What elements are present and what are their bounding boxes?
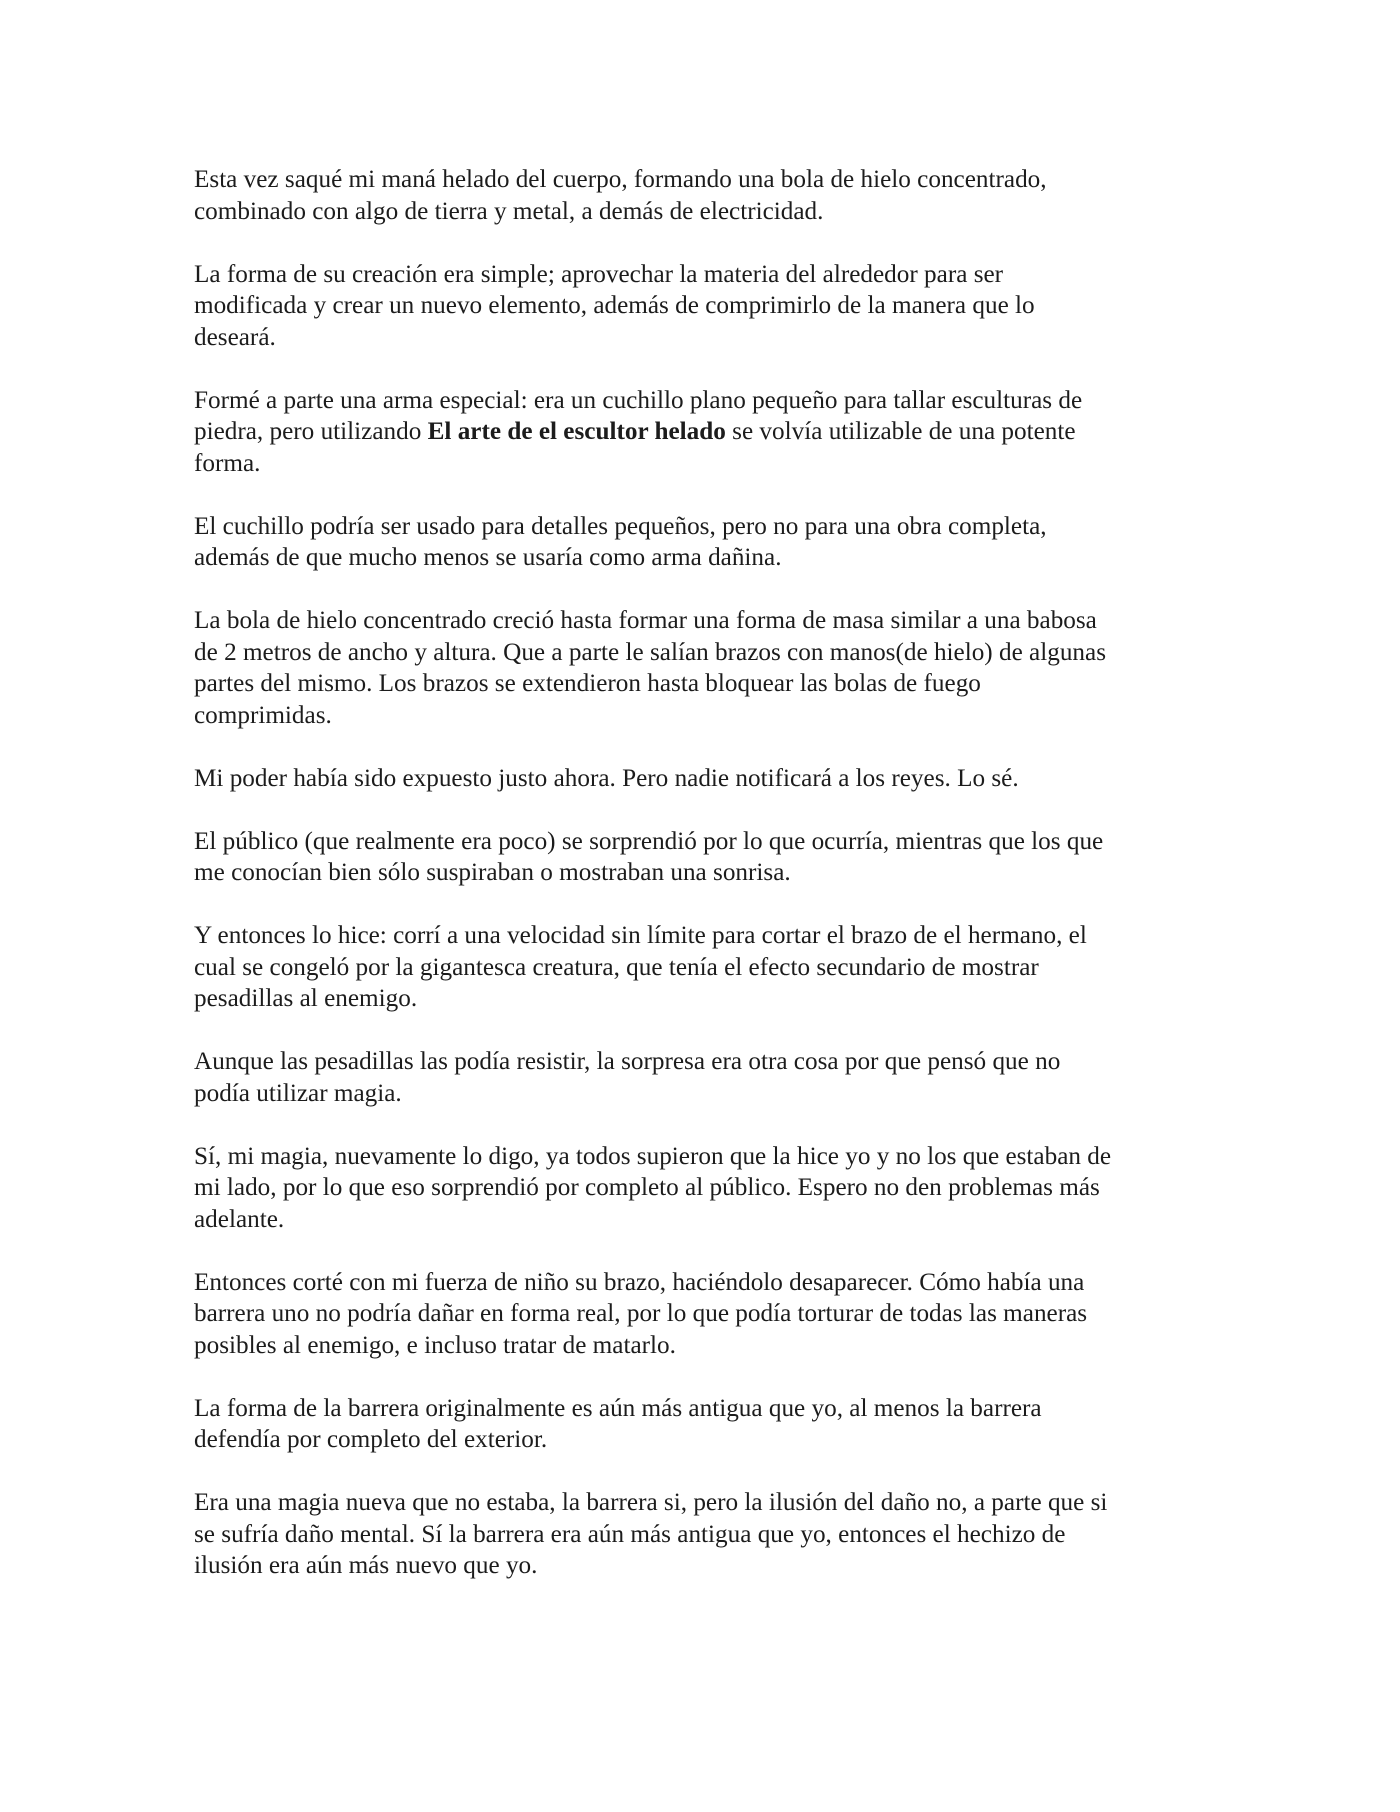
text-line: comprimidas. bbox=[194, 701, 332, 729]
paragraph-1 bbox=[194, 164, 1214, 227]
text-line: modificada y crear un nuevo elemento, además de comprimirlo de la manera que lo bbox=[194, 292, 1035, 319]
text-run: se volvía utilizable de una potente bbox=[725, 418, 1076, 445]
text-line: La forma de su creación era simple; aprovechar la materia del alrededor para ser bbox=[194, 260, 1004, 288]
text-line: El público (que realmente era poco) se sorprendió por lo que ocurría, mientras que los que bbox=[194, 827, 1104, 855]
text-line: La forma de la barrera originalmente es aún más antigua que yo, al menos la barrera bbox=[194, 1394, 1042, 1422]
paragraph-10 bbox=[194, 1141, 1214, 1236]
text-line: deseará. bbox=[194, 323, 276, 351]
text-line: de 2 metros de ancho y altura. Que a parte le salían brazos con manos(de hielo) de algunas bbox=[194, 638, 1107, 666]
paragraph-13 bbox=[194, 1487, 1214, 1582]
paragraph-5 bbox=[194, 605, 1214, 731]
text-line: barrera uno no podría dañar en forma real, por lo que podía torturar de todas las maneras bbox=[194, 1300, 1088, 1327]
text-line: me conocían bien sólo suspiraban o mostraban una sonrisa. bbox=[194, 859, 791, 886]
paragraph-6 bbox=[194, 763, 1214, 795]
text-line: ilusión era aún más nuevo que yo. bbox=[194, 1552, 538, 1579]
text-line: combinado con algo de tierra y metal, a demás de electricidad. bbox=[194, 197, 824, 225]
text-line: Sí, mi magia, nuevamente lo digo, ya todos supieron que la hice yo y no los que estaban de bbox=[194, 1142, 1112, 1170]
text-line: pesadillas al enemigo. bbox=[194, 985, 418, 1012]
paragraph-3 bbox=[194, 385, 1214, 480]
text-line: podía utilizar magia. bbox=[194, 1079, 402, 1107]
text-line: La bola de hielo concentrado creció hasta formar una forma de masa similar a una babosa bbox=[194, 607, 1097, 634]
text-line-with-bold bbox=[194, 416, 1214, 448]
text-line: defendía por completo del exterior. bbox=[194, 1426, 548, 1453]
paragraph-8 bbox=[194, 920, 1214, 1015]
paragraph-4 bbox=[194, 511, 1214, 574]
text-line: partes del mismo. Los brazos se extendieron hasta bloquear las bolas de fuego bbox=[194, 670, 981, 697]
text-line: Mi poder había sido expuesto justo ahora. Pero nadie notificará a los reyes. Lo sé. bbox=[194, 764, 1019, 792]
text-line: Y entonces lo hice: corrí a una velocidad sin límite para cortar el brazo de el hermano, el bbox=[194, 922, 1087, 949]
text-line: El cuchillo podría ser usado para detalles pequeños, pero no para una obra completa, bbox=[194, 512, 1047, 540]
text-line: Entonces corté con mi fuerza de niño su brazo, haciéndolo desaparecer. Cómo había una bbox=[194, 1268, 1085, 1296]
text-line: cual se congeló por la gigantesca creatura, que tenía el efecto secundario de mostrar bbox=[194, 953, 1039, 981]
text-line: Era una magia nueva que no estaba, la barrera si, pero la ilusión del daño no, a parte que si bbox=[194, 1489, 1108, 1516]
paragraph-9 bbox=[194, 1046, 1214, 1109]
text-line: Aunque las pesadillas las podía resistir, la sorpresa era otra cosa por que pensó que no bbox=[194, 1048, 1061, 1075]
text-line: Esta vez saqué mi maná helado del cuerpo, formando una bola de hielo concentrado, bbox=[194, 166, 1047, 193]
paragraph-11 bbox=[194, 1267, 1214, 1362]
text-line: mi lado, por lo que eso sorprendió por completo al público. Espero no den problemas más bbox=[194, 1174, 1100, 1201]
paragraph-2 bbox=[194, 259, 1214, 354]
text-run: piedra, pero utilizando bbox=[194, 418, 428, 445]
text-line: se sufría daño mental. Sí la barrera era aún más antigua que yo, entonces el hechizo de bbox=[194, 1520, 1066, 1548]
text-line: además de que mucho menos se usaría como arma dañina. bbox=[194, 544, 782, 571]
document-body bbox=[194, 164, 1214, 1613]
text-line: posibles al enemigo, e incluso tratar de matarlo. bbox=[194, 1331, 676, 1359]
text-line: adelante. bbox=[194, 1205, 285, 1233]
text-line: Formé a parte una arma especial: era un cuchillo plano pequeño para tallar esculturas de bbox=[194, 386, 1083, 414]
text-line: forma. bbox=[194, 449, 261, 477]
paragraph-12 bbox=[194, 1393, 1214, 1456]
bold-technique-name: El arte de el escultor helado bbox=[427, 418, 726, 445]
paragraph-7 bbox=[194, 826, 1214, 889]
